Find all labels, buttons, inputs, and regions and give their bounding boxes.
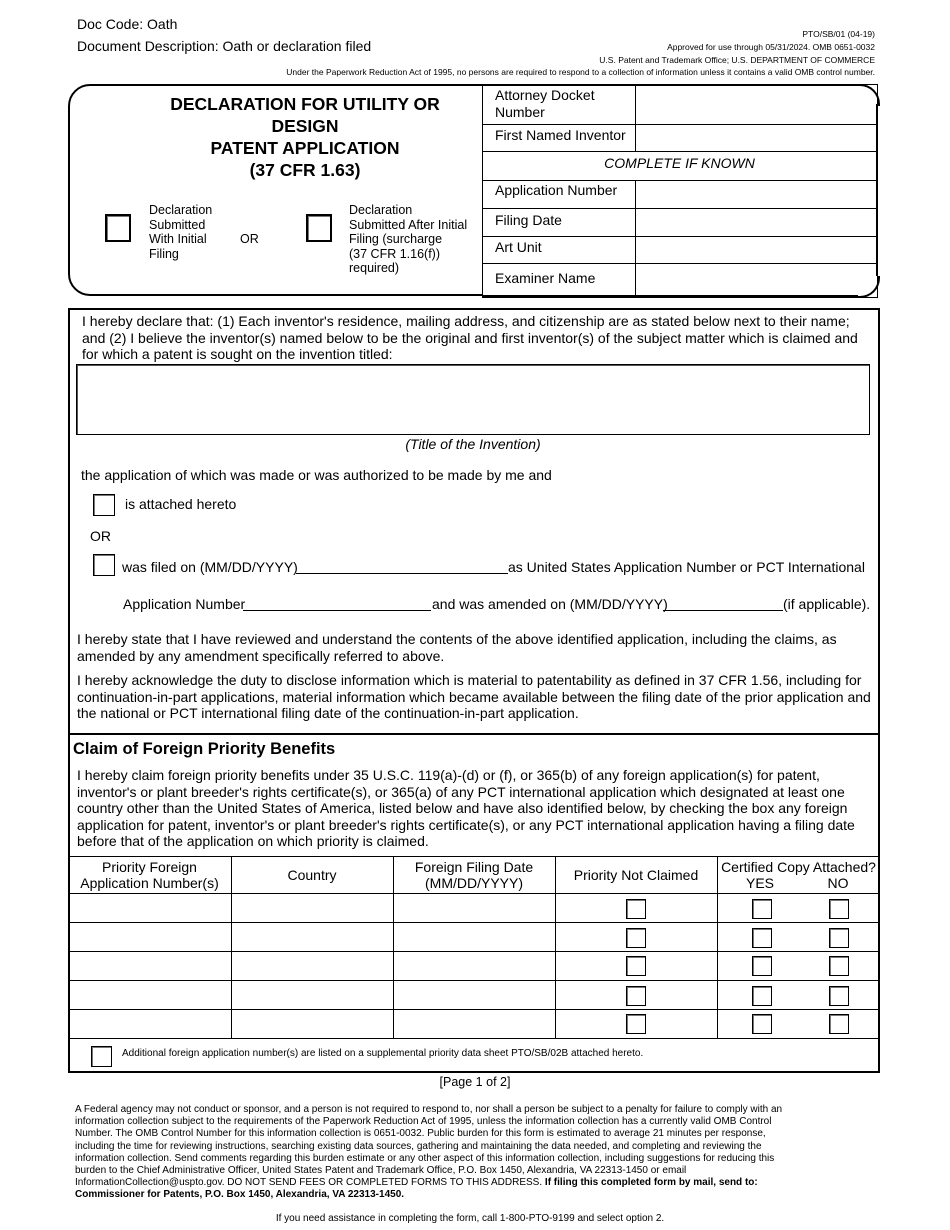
application-number-field[interactable] — [637, 182, 875, 207]
declaration-intro: I hereby declare that: (1) Each inventor's residence, mailing address, and citizenship are as stated below next to their name; and (2) I believe the inventor(s) named below to be the original and first inventor(s) of the subject matter which is claimed and for which a patent is sought on the invention titled: — [82, 313, 858, 362]
row1-country[interactable] — [233, 895, 392, 921]
approval-text: Approved for use through 05/31/2024. OMB 0651-0032 — [667, 42, 875, 52]
row2-app-number[interactable] — [70, 924, 230, 950]
after-filing-checkbox[interactable] — [306, 214, 332, 242]
filing-date-label: Filing Date — [495, 212, 562, 228]
invention-title-input[interactable] — [76, 364, 870, 435]
amended-on-label: and was amended on (MM/DD/YYYY) — [432, 596, 668, 612]
attorney-docket-label: Attorney Docket Number — [495, 87, 595, 120]
after-filing-label: Declaration Submitted After Initial Filing (surcharge (37 CFR 1.16(f)) required) — [349, 203, 468, 275]
row5-no-checkbox[interactable] — [829, 1014, 849, 1034]
attached-hereto-checkbox[interactable] — [93, 494, 115, 516]
row3-filing-date[interactable] — [395, 953, 554, 979]
duty-acknowledgement: I hereby acknowledge the duty to disclose information which is material to patentability as defined in 37 CFR 1.56, including for continuation-in-part applications, material information which became available between the filing date of the prior application and the national or PCT international filing date of the continuation-in-part application. — [77, 672, 871, 721]
title-line-3: PATENT APPLICATION — [210, 138, 400, 158]
us-app-label: as United States Application Number or PCT International — [508, 559, 865, 575]
if-applicable-label: (if applicable). — [783, 596, 871, 612]
priority-paragraph: I hereby claim foreign priority benefits under 35 U.S.C. 119(a)-(d) or (f), or 365(b) of any foreign application(s) for patent, inventor's or plant breeder's rights certificate(s), or 365(a) of any PCT international application which designated at least one country other than the United States of America, listed below and have also identified below, by checking the box any foreign application for patent, inventor's or plant breeder's rights certificate(s), or any PCT international application having a filing date before that of the application on which priority is claimed. — [77, 767, 855, 849]
initial-filing-label: Declaration Submitted With Initial Filing — [149, 203, 213, 261]
agency-text: U.S. Patent and Trademark Office; U.S. DEPARTMENT OF COMMERCE — [599, 55, 875, 65]
form-number: PTO/SB/01 (04-19) — [802, 29, 875, 39]
first-inventor-field[interactable] — [637, 126, 875, 150]
row1-not-claimed-checkbox[interactable] — [626, 899, 646, 919]
assistance-text: If you need assistance in completing the form, call 1-800-PTO-9199 and select option 2. — [275, 1213, 665, 1224]
attached-hereto-label: is attached hereto — [125, 496, 237, 512]
col-country: Country — [287, 867, 337, 883]
pra-notice: Under the Paperwork Reduction Act of 1995, no persons are required to respond to a collection of information unless it contains a valid OMB control number. — [286, 67, 875, 77]
application-made-text: the application of which was made or was authorized to be made by me and — [81, 467, 552, 483]
row2-country[interactable] — [233, 924, 392, 950]
examiner-name-field[interactable] — [637, 265, 875, 294]
supplemental-label: Additional foreign application number(s) are listed on a supplemental priority data sheet PTO/SB/02B attached hereto. — [122, 1048, 644, 1059]
row5-not-claimed-checkbox[interactable] — [626, 1014, 646, 1034]
row5-filing-date[interactable] — [395, 1011, 554, 1037]
title-line-4: (37 CFR 1.63) — [249, 160, 361, 180]
art-unit-field[interactable] — [637, 238, 875, 262]
row5-yes-checkbox[interactable] — [752, 1014, 772, 1034]
row4-app-number[interactable] — [70, 982, 230, 1008]
row2-not-claimed-checkbox[interactable] — [626, 928, 646, 948]
attorney-docket-field[interactable] — [637, 86, 875, 123]
row4-not-claimed-checkbox[interactable] — [626, 986, 646, 1006]
priority-heading: Claim of Foreign Priority Benefits — [73, 740, 336, 758]
row5-app-number[interactable] — [70, 1011, 230, 1037]
page-indicator: [Page 1 of 2] — [439, 1075, 511, 1089]
was-filed-label: was filed on (MM/DD/YYYY) — [122, 559, 298, 575]
title-line-2: DESIGN — [271, 116, 339, 136]
row2-no-checkbox[interactable] — [829, 928, 849, 948]
doc-description: Document Description: Oath or declaration filed — [77, 38, 372, 54]
info-right-border — [876, 104, 878, 276]
row1-filing-date[interactable] — [395, 895, 554, 921]
row2-filing-date[interactable] — [395, 924, 554, 950]
complete-if-known: COMPLETE IF KNOWN — [604, 155, 755, 171]
row4-yes-checkbox[interactable] — [752, 986, 772, 1006]
app-number-label: Application Number — [123, 596, 246, 612]
examiner-name-label: Examiner Name — [495, 270, 596, 286]
row3-no-checkbox[interactable] — [829, 956, 849, 976]
col-certified: Certified Copy Attached? — [721, 859, 876, 875]
initial-filing-checkbox[interactable] — [105, 214, 131, 242]
row2-yes-checkbox[interactable] — [752, 928, 772, 948]
row3-not-claimed-checkbox[interactable] — [626, 956, 646, 976]
row1-yes-checkbox[interactable] — [752, 899, 772, 919]
filing-date-field[interactable] — [637, 210, 875, 235]
row4-no-checkbox[interactable] — [829, 986, 849, 1006]
col-no: NO — [827, 875, 849, 891]
attached-or-label: OR — [90, 528, 111, 544]
art-unit-label: Art Unit — [495, 239, 542, 255]
burden-statement: A Federal agency may not conduct or sponsor, and a person is not required to respond to, nor shall a person be subject to a penalty for failure to comply with an information collection subject to the requirements of the Paperwork Reduction Act of 1995, unless the information collection has a currently valid OMB Control Number. The OMB Control Number for this information collection is 0651-0032. Public burden for this form is estimated to average 21 minutes per response, including the time for reviewing instructions, searching existing data sources, gathering and maintaining the data needed, and completing and reviewing the information collection. Send comments regarding this burden estimate or any other aspect of this information collection, including suggestions for reducing this burden to the Chief Administrative Officer, United States Patent and Trademark Office, P.O. Box 1450, Alexandria, VA 22313-1450 or email InformationCollection@uspto.gov. DO NOT SEND FEES OR COMPLETED FORMS TO THIS ADDRESS. If filing this completed form by mail, send to: Commissioner for Patents, P.O. Box 1450, Alexandria, VA 22313-1450. — [75, 1104, 783, 1201]
col-yes: YES — [745, 875, 774, 891]
col-not-claimed: Priority Not Claimed — [573, 867, 699, 883]
row4-country[interactable] — [233, 982, 392, 1008]
col-app-number: Priority Foreign Application Number(s) — [80, 859, 219, 891]
row3-yes-checkbox[interactable] — [752, 956, 772, 976]
amended-date-line[interactable] — [663, 610, 783, 611]
col-filing-date: Foreign Filing Date (MM/DD/YYYY) — [414, 859, 534, 891]
title-caption: (Title of the Invention) — [405, 436, 541, 452]
row1-no-checkbox[interactable] — [829, 899, 849, 919]
review-statement: I hereby state that I have reviewed and understand the contents of the above identified application, including the claims, as amended by any amendment specifically referred to above. — [77, 631, 837, 664]
row3-app-number[interactable] — [70, 953, 230, 979]
option-or-label: OR — [240, 232, 259, 246]
doc-code: Doc Code: Oath — [77, 16, 178, 32]
row3-country[interactable] — [233, 953, 392, 979]
info-bottom-border — [482, 295, 858, 297]
was-filed-checkbox[interactable] — [93, 554, 115, 576]
filed-date-line[interactable] — [296, 573, 508, 574]
title-line-1: DECLARATION FOR UTILITY OR — [170, 94, 440, 114]
form-title — [140, 93, 470, 181]
app-number-line[interactable] — [243, 610, 431, 611]
row1-app-number[interactable] — [70, 895, 230, 921]
supplemental-checkbox[interactable] — [91, 1046, 112, 1067]
application-number-label: Application Number — [495, 182, 618, 198]
row5-country[interactable] — [233, 1011, 392, 1037]
first-inventor-label: First Named Inventor — [495, 127, 626, 143]
row4-filing-date[interactable] — [395, 982, 554, 1008]
